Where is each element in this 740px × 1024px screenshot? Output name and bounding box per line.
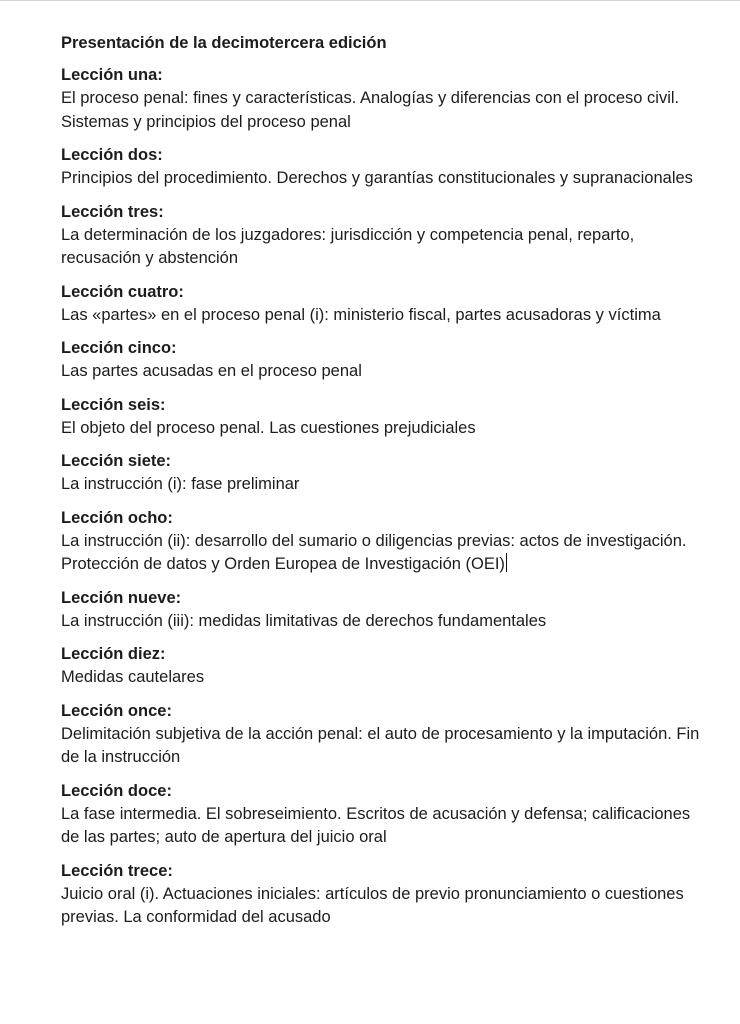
lesson-label: Lección doce: <box>61 781 172 800</box>
lesson-label: Lección ocho: <box>61 508 173 527</box>
lesson-label: Lección dos: <box>61 146 163 164</box>
lesson-3 <box>61 201 701 271</box>
lesson-label: Lección once: <box>61 701 172 720</box>
lesson-label: Lección trece: <box>61 861 173 880</box>
lesson-8 <box>61 507 701 577</box>
lesson-label: Lección seis: <box>61 395 166 414</box>
lesson-12 <box>61 780 701 850</box>
lesson-label: Lección diez: <box>61 645 166 663</box>
lesson-7 <box>61 450 701 497</box>
lesson-text: Medidas cautelares <box>61 668 205 686</box>
text-cursor <box>506 553 507 572</box>
lesson-label: Lección cinco: <box>61 339 177 357</box>
lesson-text: El proceso penal: fines y características. Analogías y diferencias con el proceso civil. Sistemas y principios del proceso penal <box>61 89 680 131</box>
lesson-text: La instrucción (ii): desarrollo del sumario o diligencias previas: actos de investigación. Protección de datos y Orden Europea de Investigación (OEI) <box>61 531 687 573</box>
lesson-text: Las «partes» en el proceso penal (i): ministerio fiscal, partes acusadoras y víctima <box>61 305 661 324</box>
lesson-text: Las partes acusadas en el proceso penal <box>61 362 362 380</box>
lesson-text: Juicio oral (i). Actuaciones iniciales: artículos de previo pronunciamiento o cuestiones previas. La conformidad del acusado <box>61 884 684 926</box>
lesson-label: Lección una: <box>61 66 163 84</box>
lesson-4 <box>61 281 701 328</box>
lesson-label: Lección tres: <box>61 202 164 221</box>
document-body[interactable] <box>61 32 701 940</box>
lesson-11 <box>61 700 701 770</box>
lesson-text-with-caret[interactable] <box>61 530 701 577</box>
lesson-text: La instrucción (i): fase preliminar <box>61 475 300 493</box>
lesson-text: La determinación de los juzgadores: jurisdicción y competencia penal, reparto, recusación y abstención <box>61 225 635 267</box>
lesson-text: Delimitación subjetiva de la acción penal: el auto de procesamiento y la imputación. Fin de la instrucción <box>61 724 700 766</box>
document-title: Presentación de la decimotercera edición <box>61 34 387 52</box>
lesson-1 <box>61 64 701 134</box>
lesson-text: Principios del procedimiento. Derechos y garantías constitucionales y supranacionales <box>61 169 693 187</box>
lesson-label: Lección siete: <box>61 452 172 470</box>
lesson-6 <box>61 394 701 441</box>
lesson-text: La instrucción (iii): medidas limitativas de derechos fundamentales <box>61 611 547 630</box>
lesson-13 <box>61 860 701 930</box>
lesson-text: El objeto del proceso penal. Las cuestiones prejudiciales <box>61 418 476 437</box>
lesson-5 <box>61 337 701 384</box>
page-top-border <box>0 0 740 1</box>
lesson-2 <box>61 144 701 191</box>
lesson-9 <box>61 587 701 634</box>
lesson-10 <box>61 643 701 690</box>
lesson-label: Lección cuatro: <box>61 282 184 301</box>
lesson-text: La fase intermedia. El sobreseimiento. Escritos de acusación y defensa; calificaciones de las partes; auto de apertura del juicio oral <box>61 804 691 846</box>
lesson-label: Lección nueve: <box>61 588 182 607</box>
